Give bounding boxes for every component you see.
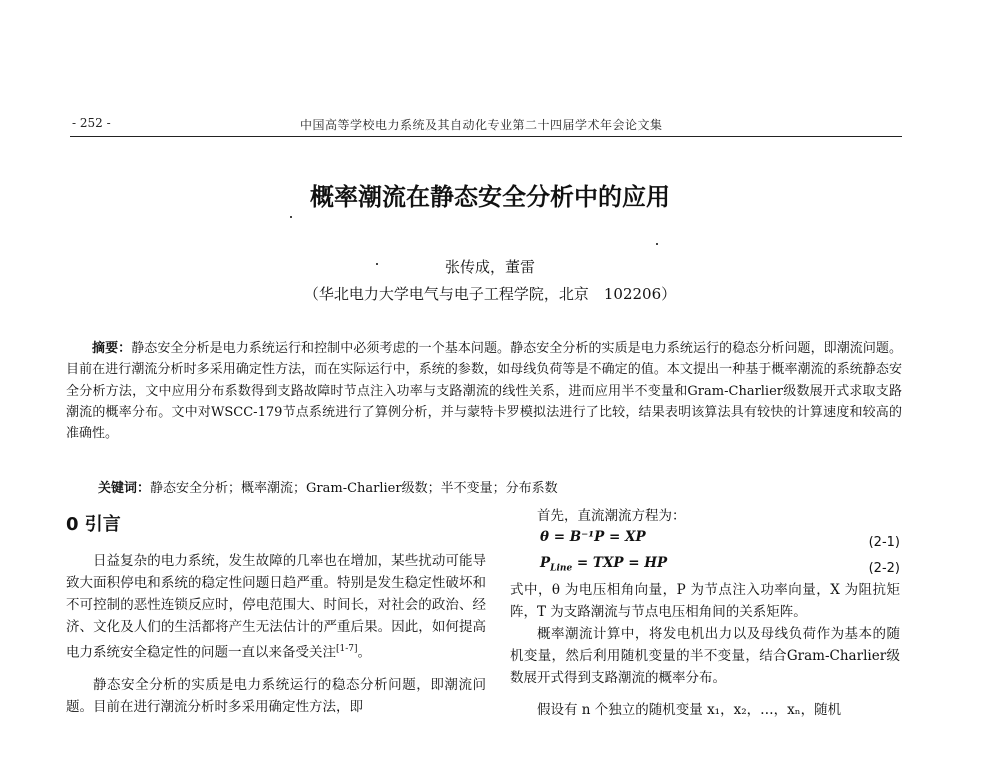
equation-2-1: [510, 527, 900, 553]
equation-2-2: [510, 553, 900, 579]
citation: [1-7]: [336, 644, 358, 654]
section-heading: 0 引言: [66, 514, 121, 535]
right-column: [510, 505, 900, 721]
equation-2-2-body: [540, 555, 667, 574]
equation-2-1-number: (2-1): [868, 535, 900, 550]
scan-speck: [656, 243, 658, 245]
authors: 张传成，董雷: [444, 258, 535, 276]
running-header: 中国高等学校电力系统及其自动化专业第二十四届学术年会论文集: [300, 118, 663, 132]
page-number: - 252 -: [72, 116, 111, 130]
scan-speck: [376, 263, 378, 265]
intro-paragraph-2: 静态安全分析的实质是电力系统运行的稳态分析问题，即潮流问题。目前在进行潮流分析时多采用确定性方法，即: [66, 676, 486, 715]
scan-speck: [290, 216, 292, 218]
intro-paragraph-1-end: 。: [357, 644, 372, 661]
assumption-paragraph: 假设有 n 个独立的随机变量 x₁，x₂，…，xₙ，随机: [537, 702, 842, 718]
equation-2-2-lhs: P: [540, 555, 551, 571]
keywords: [98, 477, 898, 496]
header-rule: [70, 136, 902, 137]
equation-2-2-number: (2-2): [868, 561, 900, 576]
left-column: [66, 550, 486, 718]
intro-paragraph-1-text: 日益复杂的电力系统，发生故障的几率也在增加，某些扰动可能导致大面积停电和系统的稳定性问题日趋严重。特别是发生稳定性破坏和不可控制的恶性连锁反应时，停电范围大、时间长，对社会的政治、经济、文化及人们的生活都将产生无法估计的严重后果。因此，如何提高电力系统安全稳定性的问题一直以来备受关注: [66, 553, 486, 661]
abstract: [66, 338, 902, 444]
abstract-label: 摘要：: [92, 341, 132, 356]
keywords-text: 静态安全分析；概率潮流；Gram-Charlier级数；半不变量；分布系数: [150, 481, 558, 496]
equation-2-2-rhs: = TXP = HP: [572, 555, 668, 571]
affiliation: （华北电力大学电气与电子工程学院，北京 102206）: [303, 285, 677, 303]
abstract-text: 静态安全分析是电力系统运行和控制中必须考虑的一个基本问题。静态安全分析的实质是电力系统运行的稳态分析问题，即潮流问题。目前在进行潮流分析时多采用确定性方法，而在实际运行中，系统的参数，如母线负荷等是不确定的值。本文提出一种基于概率潮流的系统静态安全分析方法，文中应用分布系数得到支路故障时节点注入功率与支路潮流的线性关系，进而应用半不变量和Gram-Charlier级数展开式求取支路潮流的概率分布。文中对WSCC-179节点系统进行了算例分析，并与蒙特卡罗模拟法进行了比较，结果表明该算法具有较快的计算速度和较高的准确性。: [66, 341, 902, 442]
keywords-label: 关键词：: [98, 481, 151, 496]
method-paragraph: 概率潮流计算中，将发电机出力以及母线负荷作为基本的随机变量，然后利用随机变量的半不变量，结合Gram-Charlier级数展开式得到支路潮流的概率分布。: [510, 626, 900, 686]
equation-intro: 首先，直流潮流方程为：: [537, 508, 686, 524]
equation-2-2-sub: Line: [550, 563, 573, 574]
where-paragraph: 式中，θ 为电压相角向量，P 为节点注入功率向量，X 为阻抗矩阵，T 为支路潮流与节点电压相角间的关系矩阵。: [510, 582, 900, 620]
intro-paragraph-1: [66, 550, 486, 664]
equation-2-1-body: θ = B⁻¹P = XP: [540, 529, 646, 545]
paper-title: 概率潮流在静态安全分析中的应用: [310, 183, 670, 211]
